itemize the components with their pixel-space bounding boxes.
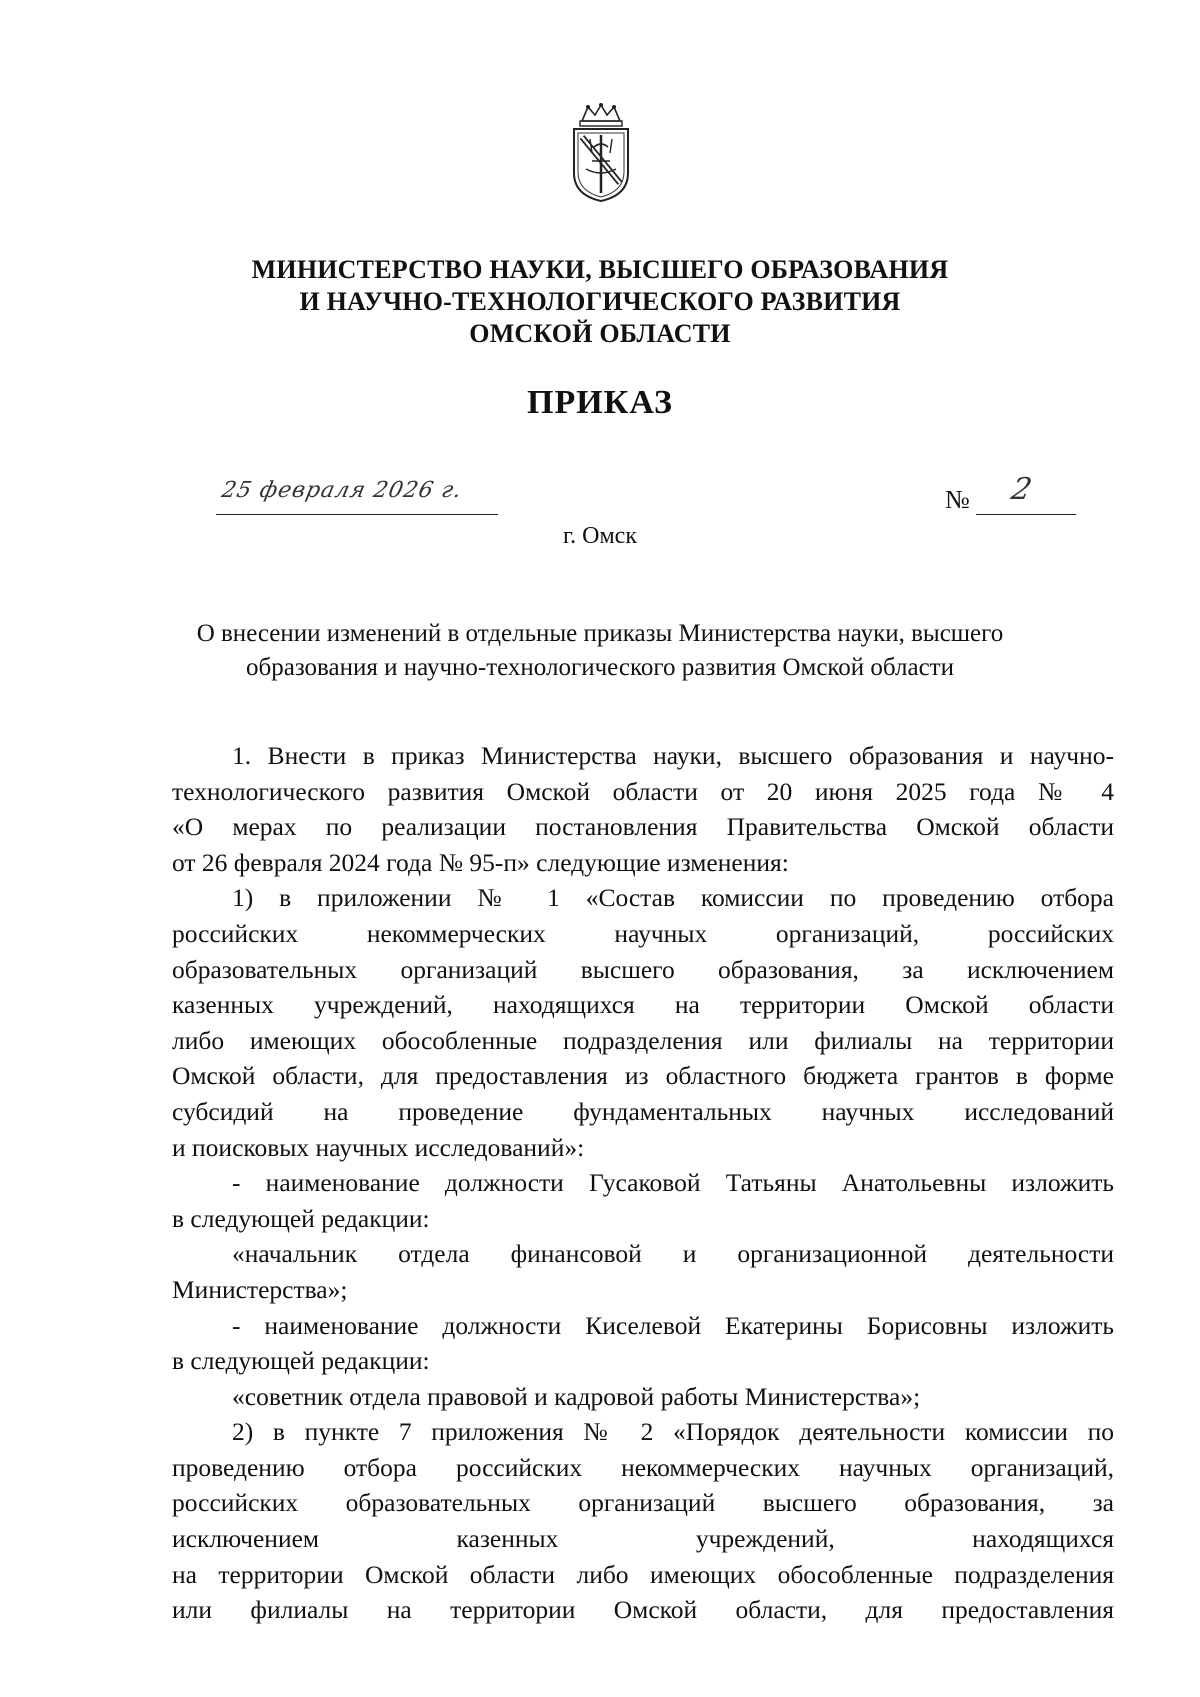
ministry-line: ОМСКОЙ ОБЛАСТИ — [469, 319, 731, 348]
body-line: российских образовательных организаций высшего образования, за — [172, 1488, 1114, 1518]
ministry-line: МИНИСТЕРСТВО НАУКИ, ВЫСШЕГО ОБРАЗОВАНИЯ — [251, 255, 949, 284]
body-line: и поисковых научных исследований»: — [172, 1132, 585, 1162]
body-line: 2) в пункте 7 приложения № 2 «Порядок деятельности комиссии по — [232, 1417, 1114, 1447]
coat-of-arms-icon — [568, 103, 634, 203]
body-line: образовательных организаций высшего образования, за исключением — [172, 954, 1114, 984]
body-line: либо имеющих обособленные подразделения или филиалы на территории — [172, 1025, 1114, 1055]
subject-line: О внесении изменений в отдельные приказы Министерства науки, высшего — [196, 620, 1004, 647]
body-line: на территории Омской области либо имеющих обособленные подразделения — [172, 1559, 1114, 1589]
ministry-line: И НАУЧНО-ТЕХНОЛОГИЧЕСКОГО РАЗВИТИЯ — [299, 287, 901, 316]
body-line: Министерства»; — [172, 1274, 348, 1304]
body-line: субсидий на проведение фундаментальных научных исследований — [172, 1096, 1114, 1126]
subject-line: образования и научно-технологического развития Омской области — [246, 654, 954, 681]
body-line: «начальник отдела финансовой и организационной деятельности — [232, 1239, 1114, 1269]
number-label: № — [945, 485, 970, 514]
body-line: 1) в приложении № 1 «Состав комиссии по проведению отбора — [232, 883, 1114, 913]
body-line: Омской области, для предоставления из областного бюджета грантов в форме — [172, 1061, 1114, 1091]
body-line: от 26 февраля 2024 года № 95-п» следующие изменения: — [172, 847, 789, 877]
ministry-name — [0, 254, 1200, 350]
body-line: в следующей редакции: — [172, 1346, 430, 1376]
city-line: г. Омск — [563, 523, 637, 549]
body-line: российских некоммерческих научных организаций, российских — [172, 918, 1114, 948]
body-line: или филиалы на территории Омской области, для предоставления — [172, 1595, 1114, 1625]
body-line: 1. Внести в приказ Министерства науки, высшего образования и научно- — [232, 741, 1114, 770]
body-line: казенных учреждений, находящихся на территории Омской области — [172, 990, 1114, 1020]
document-type-title: ПРИКАЗ — [527, 384, 673, 421]
body-line: - наименование должности Гусаковой Татьяны Анатольевны изложить — [232, 1168, 1114, 1198]
handwritten-date: 25 февраля 2026 г. — [219, 478, 465, 503]
body-line: - наименование должности Киселевой Екатерины Борисовны изложить — [232, 1310, 1114, 1340]
body-line: технологического развития Омской области от 20 июня 2025 года № 4 — [172, 776, 1114, 806]
order-subject — [100, 617, 1100, 685]
body-line: в следующей редакции: — [172, 1203, 430, 1233]
body-line: «О мерах по реализации постановления Правительства Омской области — [172, 812, 1114, 842]
body-line: проведению отбора российских некоммерческих научных организаций, — [172, 1452, 1114, 1482]
body-line: исключением казенных учреждений, находящихся — [172, 1524, 1114, 1554]
order-body — [172, 738, 1114, 1628]
body-line: «советник отдела правовой и кадровой работы Министерства»; — [232, 1381, 921, 1411]
handwritten-number: 2 — [1008, 472, 1035, 507]
